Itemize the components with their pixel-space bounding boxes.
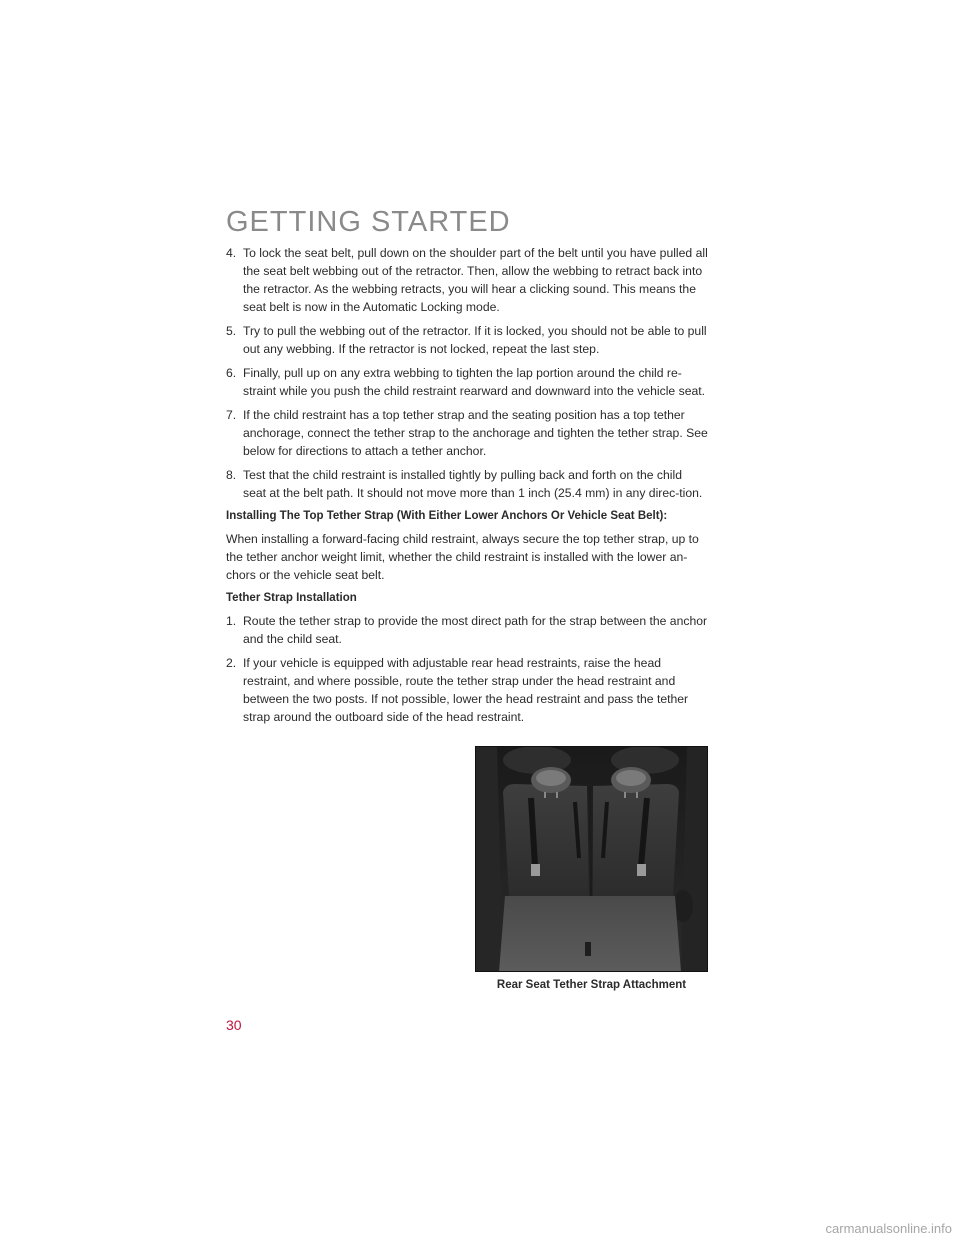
step-number: 6. [226, 366, 237, 380]
step-text: Try to pull the webbing out of the retractor. If it is locked, you should not be able to pull out any webbing. If the retractor is not locked, repeat the last step. [243, 324, 707, 356]
step-number: 8. [226, 468, 237, 482]
subheading: Installing The Top Tether Strap (With Either Lower Anchors Or Vehicle Seat Belt): [226, 510, 668, 522]
figure-caption: Rear Seat Tether Strap Attachment [496, 979, 687, 991]
paragraph: When installing a forward-facing child restraint, always secure the top tether strap, up to the tether anchor weight limit, whether the child restraint is installed with the lower an-chors or the vehicle seat belt. [226, 532, 699, 582]
step-text: If your vehicle is equipped with adjustable rear head restraints, raise the head restraint, and where possible, route the tether strap under the head restraint and between the two posts. If not possible, lower the head restraint and pass the tether strap around the outboard side of the head restraint. [243, 656, 689, 724]
subheading: Tether Strap Installation [226, 592, 357, 604]
page-number: 30 [226, 1017, 242, 1033]
list-item [226, 364, 708, 400]
rear-seat-photo [475, 746, 708, 972]
step-text: Route the tether strap to provide the most direct path for the strap between the anchor and the child seat. [243, 614, 708, 646]
list-item [226, 466, 708, 502]
step-number: 7. [226, 408, 237, 422]
step-number: 5. [226, 324, 237, 338]
list-item [226, 406, 708, 460]
step-text: If the child restraint has a top tether strap and the seating position has a top tether anchorage, connect the tether strap to the anchorage and tighten the tether strap. See below for directions to attach a tether anchor. [243, 408, 708, 458]
step-text: To lock the seat belt, pull down on the shoulder part of the belt until you have pulled all the seat belt webbing out of the retractor. Then, allow the webbing to retract back into the retractor. As the webbing retracts, you will hear a clicking sound. This means the seat belt is now in the Automatic Locking mode. [243, 246, 708, 314]
body-text [226, 244, 708, 732]
list-item [226, 654, 708, 726]
watermark[interactable]: carmanualsonline.info [825, 1221, 952, 1236]
list-item [226, 322, 708, 358]
step-number: 1. [226, 614, 237, 628]
step-number: 4. [226, 246, 237, 260]
step-text: Test that the child restraint is installed tightly by pulling back and forth on the child seat at the belt path. It should not move more than 1 inch (25.4 mm) in any direc-tion. [243, 468, 703, 500]
section-title: GETTING STARTED [226, 206, 511, 238]
step-text: Finally, pull up on any extra webbing to tighten the lap portion around the child re-straint while you push the child restraint rearward and downward into the vehicle seat. [243, 366, 706, 398]
list-item [226, 612, 708, 648]
list-item [226, 244, 708, 316]
step-number: 2. [226, 656, 237, 670]
